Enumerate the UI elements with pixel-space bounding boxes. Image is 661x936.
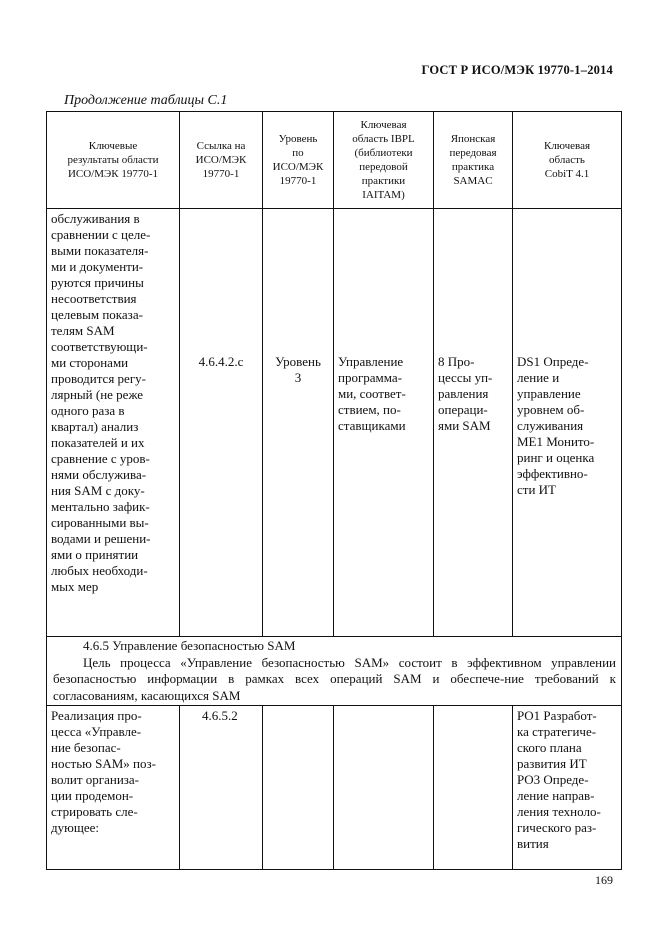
section-cell <box>47 637 622 706</box>
section-heading: 4.6.5 Управление безопасностью SAM <box>83 638 296 653</box>
col-header-ibpl: Ключевая область IBPL (библиотеки передовой практики IAITAM) <box>334 112 434 209</box>
cell-ibpl <box>334 706 434 870</box>
cell-cobit <box>513 706 622 870</box>
cell-level <box>263 209 334 637</box>
reference-text: 4.6.4.2.c <box>198 354 244 369</box>
page-number: 169 <box>595 873 613 887</box>
level-text: Уровень 3 <box>275 354 321 385</box>
cell-samac <box>434 706 513 870</box>
cell-cobit <box>513 209 622 637</box>
mapping-table <box>46 111 622 870</box>
section-text: Цель процесса «Управление безопасностью SAM» состоит в эффективном управлении безопасностью информации в рамках всех операций SAM и обеспече-ние требований к согласованиям, касающихся SAM <box>53 654 616 703</box>
reference-text: 4.6.5.2 <box>202 708 238 723</box>
cell-results <box>47 209 180 637</box>
samac-text <box>434 706 512 708</box>
cell-ibpl <box>334 209 434 637</box>
table-header-row <box>47 112 622 209</box>
col-header-cobit: Ключевая область CobiT 4.1 <box>513 112 622 209</box>
level-text <box>263 706 333 708</box>
col-header-level: Уровень по ИСО/МЭК 19770-1 <box>263 112 334 209</box>
col-header-samac: Японская передовая практика SAMAC <box>434 112 513 209</box>
cobit-text: PO1 Разработ- ка стратегиче- ского плана развития ИТ PO3 Опреде- ление направ- ления техноло- гического раз- вития <box>517 708 601 851</box>
table-row <box>47 209 622 637</box>
cell-reference <box>180 706 263 870</box>
ibpl-text: Управление программа- ми, соответ- ствием, по- ставщиками <box>338 354 406 433</box>
table-row <box>47 706 622 870</box>
ibpl-text <box>334 706 433 708</box>
col-header-results: Ключевые результаты области ИСО/МЭК 19770-1 <box>47 112 180 209</box>
results-text: Реализация про- цесса «Управле- ние безопас- ностью SAM» поз- волит организа- ции продемон- стрировать сле- дующее: <box>51 708 156 835</box>
results-text: обслуживания в сравнении с целе- выми показателя- ми и документи- руются причины несоответствия целевым показа- телям SAM соответствующи- ми сторонами проводится регу- лярный (не реже одного раза в квартал) анализ показателей и их сравнение с уров- нями обслужива- ния SAM с доку- ментально зафик- сированными вы- водами и решени- ями о принятии любых необходи- мых мер <box>51 211 151 594</box>
col-header-reference: Ссылка на ИСО/МЭК 19770-1 <box>180 112 263 209</box>
cell-reference <box>180 209 263 637</box>
cobit-text: DS1 Опреде- ление и управление уровнем об- служивания ME1 Монито- ринг и оценка эффективно- сти ИТ <box>517 354 595 497</box>
cell-results <box>47 706 180 870</box>
section-row <box>47 637 622 706</box>
continuation-title: Продолжение таблицы С.1 <box>64 93 228 108</box>
standard-header: ГОСТ Р ИСО/МЭК 19770-1–2014 <box>421 63 613 77</box>
cell-samac <box>434 209 513 637</box>
cell-level <box>263 706 334 870</box>
samac-text: 8 Про- цессы уп- равления оперaци- ями SAM <box>438 354 493 433</box>
